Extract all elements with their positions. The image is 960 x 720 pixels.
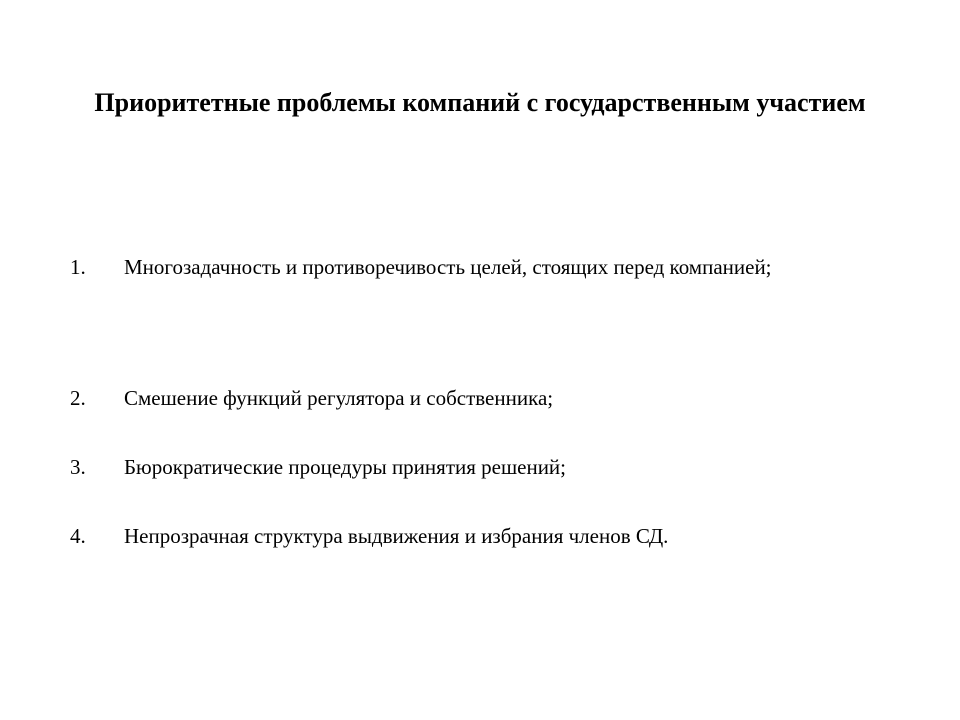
list-item-text: Многозадачность и противоречивость целей, стоящих перед компанией; [124, 255, 772, 279]
list-item-number: 2. [70, 386, 86, 410]
slide-title: Приоритетные проблемы компаний с государственным участием [94, 88, 866, 117]
list-item-text: Смешение функций регулятора и собственника; [124, 386, 554, 410]
list-item [70, 383, 890, 413]
list-item-number: 3. [70, 455, 86, 479]
list-item-number: 4. [70, 524, 86, 548]
list-item-number: 1. [70, 255, 86, 279]
list-item-text: Бюрократические процедуры принятия решений; [124, 455, 567, 479]
list-item [70, 452, 890, 482]
list-item [70, 521, 890, 551]
list-item-text: Непрозрачная структура выдвижения и избрания членов СД. [124, 524, 669, 548]
list-item [70, 248, 890, 297]
